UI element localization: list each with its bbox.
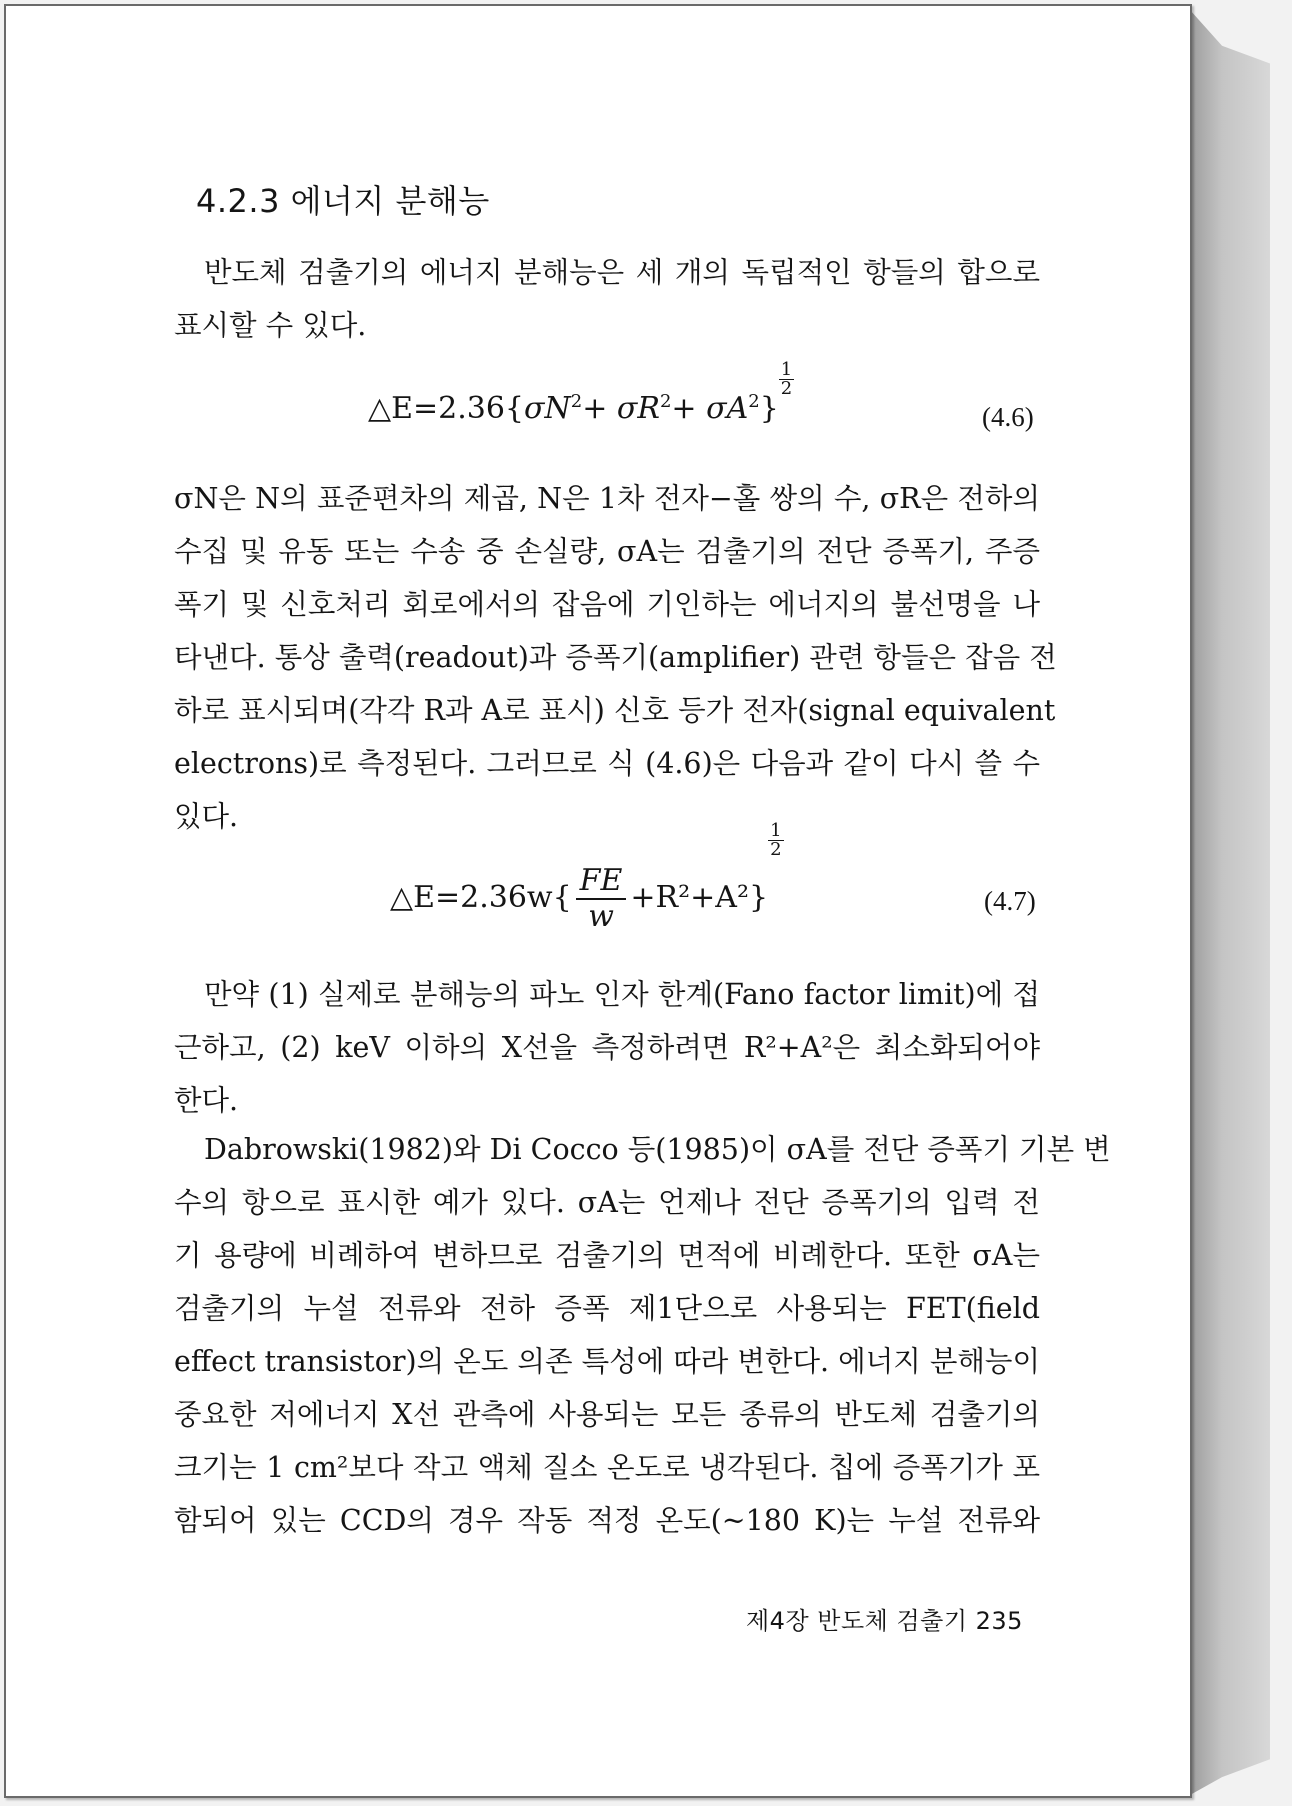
equation-4-6: $\triangle E=2.36\{\sigma N^2+ \sigma R^2+ \sigma A^2\}$ $\frac{1}{2}$: [368, 359, 793, 426]
equation-4-7-number: (4.7): [984, 886, 1036, 916]
definitions-paragraph: [174, 472, 1057, 843]
dabrowski-line-3: 기 용량에 비례하여 변하므로 검출기의 면적에 비례한다. 또한 σA는: [174, 1239, 1040, 1272]
definitions-line-4: 타낸다. 통상 출력(readout)과 증폭기(amplifier) 관련 항들은 잡음 전: [174, 641, 1057, 674]
fano-line-3: 한다.: [174, 1084, 239, 1117]
eq1-exponent: $\frac{1}{2}$: [780, 359, 793, 399]
dabrowski-line-5: effect transistor)의 온도 의존 특성에 따라 변한다. 에너지 분해능이: [174, 1345, 1040, 1378]
page-stack-edge: [1190, 10, 1270, 1795]
dabrowski-line-2: 수의 항으로 표시한 예가 있다. σA는 언제나 전단 증폭기의 입력 전: [174, 1186, 1040, 1219]
eq1-sigma-n: σN: [524, 391, 571, 426]
eq2-lhs: △E=2.36w{: [390, 880, 572, 915]
intro-line-1: 반도체 검출기의 에너지 분해능은 세 개의 독립적인 항들의 합으로: [204, 256, 1040, 289]
fano-line-1: 만약 (1) 실제로 분해능의 파노 인자 한계(Fano factor limit)에 접: [204, 978, 1040, 1011]
eq2-rest: +R²+A²}: [630, 880, 769, 915]
definitions-line-7: 있다.: [174, 800, 239, 833]
section-heading: 4.2.3 에너지 분해능: [196, 182, 490, 220]
definitions-line-2: 수집 및 유동 또는 수송 중 손실량, σA는 검출기의 전단 증폭기, 주증: [174, 535, 1040, 568]
fano-paragraph: [174, 968, 1040, 1127]
definitions-line-3: 폭기 및 신호처리 회로에서의 잡음에 기인하는 에너지의 불선명을 나: [174, 588, 1040, 621]
dabrowski-line-4: 검출기의 누설 전류와 전하 증폭 제1단으로 사용되는 FET(field: [174, 1292, 1040, 1325]
equation-4-6-number: (4.6): [982, 402, 1034, 432]
eq1-sigma-r: σR: [616, 391, 660, 426]
intro-line-2: 표시할 수 있다.: [174, 309, 367, 342]
definitions-line-6: electrons)로 측정된다. 그러므로 식 (4.6)은 다음과 같이 다시 쓸 수: [174, 747, 1040, 780]
intro-paragraph: [174, 246, 1040, 352]
eq2-exponent: $\frac{1}{2}$: [770, 820, 782, 860]
eq1-sigma-a: σA: [706, 391, 749, 426]
eq2-fraction: $\frac{FE}{w}$: [576, 864, 627, 934]
eq1-lhs: △E=2.36{: [368, 391, 524, 426]
definitions-line-1: σN은 N의 표준편차의 제곱, N은 1차 전자−홀 쌍의 수, σR은 전하의: [174, 482, 1040, 515]
dabrowski-line-8: 함되어 있는 CCD의 경우 작동 적정 온도(~180 K)는 누설 전류와: [174, 1504, 1040, 1537]
definitions-line-5: 하로 표시되며(각각 R과 A로 표시) 신호 등가 전자(signal equivalent: [174, 694, 1056, 727]
fano-line-2: 근하고, (2) keV 이하의 X선을 측정하려면 R²+A²은 최소화되어야: [174, 1031, 1040, 1064]
equation-4-7: [390, 820, 784, 934]
dabrowski-line-1: Dabrowski(1982)와 Di Cocco 등(1985)이 σA를 전단 증폭기 기본 변: [204, 1133, 1111, 1166]
book-page: [4, 4, 1192, 1798]
dabrowski-line-7: 크기는 1 cm²보다 작고 액체 질소 온도로 냉각된다. 칩에 증폭기가 포: [174, 1451, 1040, 1484]
dabrowski-paragraph: [174, 1123, 1111, 1547]
page-footer: 제4장 반도체 검출기 235: [746, 1607, 1023, 1635]
dabrowski-line-6: 중요한 저에너지 X선 관측에 사용되는 모든 종류의 반도체 검출기의: [174, 1398, 1040, 1431]
